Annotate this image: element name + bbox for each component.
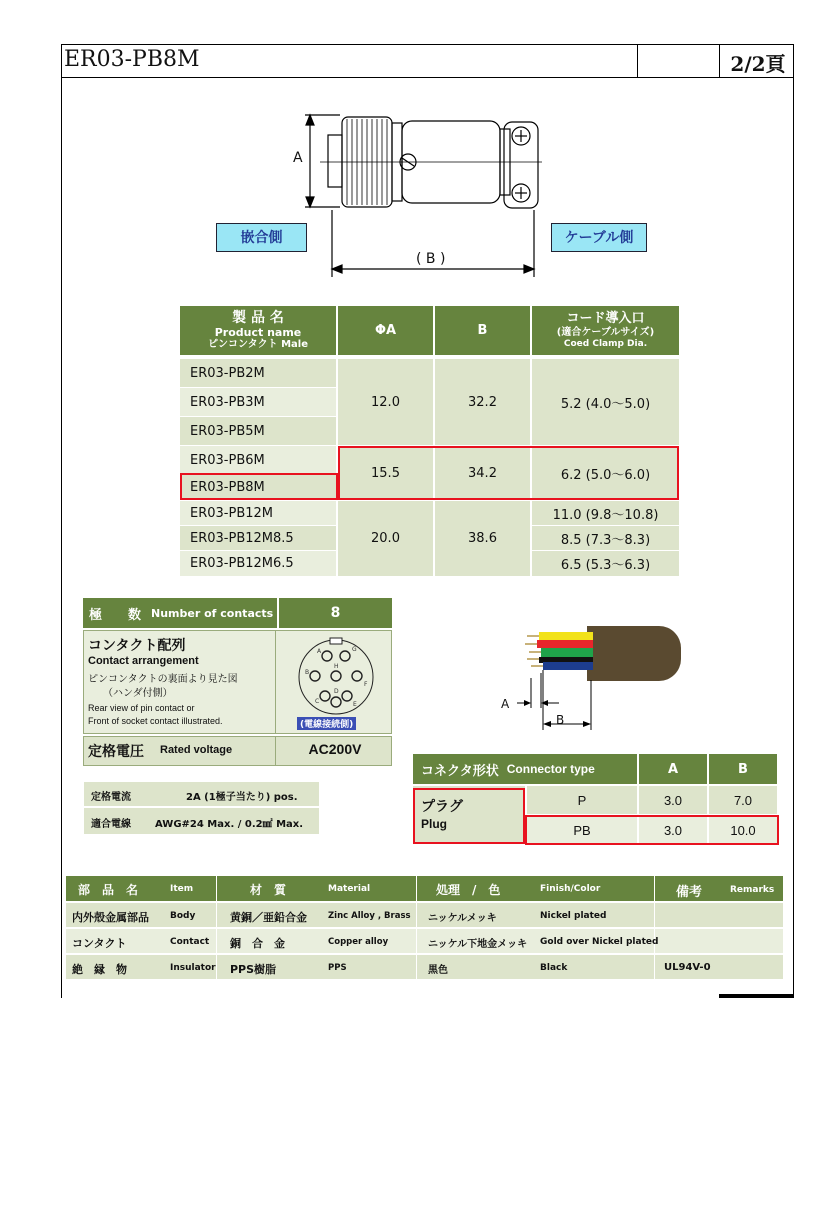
parts-h-mat-jp: 材 質 — [250, 883, 287, 897]
arrangement-caption: (電線接続側) — [297, 717, 356, 730]
header-cord-en: Coed Clamp Dia. — [563, 338, 648, 349]
part-mat-en: PPS — [328, 963, 347, 973]
table-row: ER03-PB5M — [180, 417, 336, 445]
part-mat-jp: 銅 合 金 — [230, 937, 285, 950]
highlight-box — [180, 473, 338, 500]
contacts-table — [83, 598, 393, 838]
table-row: ER03-PB12M6.5 — [180, 551, 336, 576]
pin-label: B — [305, 669, 310, 676]
part-name-en: Contact — [170, 937, 210, 947]
cable-figure — [495, 618, 695, 738]
cord-value: 5.2 (4.0～5.0) — [532, 359, 679, 445]
divider — [66, 927, 783, 928]
part-mat-en: Zinc Alloy , Brass — [328, 911, 411, 921]
part-fin-jp: ニッケルメッキ — [428, 913, 497, 924]
pin-b — [310, 671, 320, 681]
cable-dim-b: B — [556, 713, 565, 727]
wire-value: AWG#24 Max. / 0.2㎟ Max. — [155, 819, 304, 830]
voltage-en: Rated voltage — [160, 744, 233, 756]
parts-h-rem-jp: 備考 — [676, 885, 703, 900]
header-name-en: Product name — [214, 325, 302, 339]
part-fin-en: Black — [540, 963, 568, 973]
pin-label: C — [315, 698, 320, 705]
b-value: 34.2 — [435, 446, 530, 500]
parts-h-fin-jp: 処理 / 色 — [436, 883, 501, 897]
phi-a-value: 15.5 — [338, 446, 433, 500]
pin-layout-diagram — [291, 636, 381, 722]
part-name-en: Insulator — [170, 963, 216, 973]
dim-b-label: ( B ) — [412, 251, 449, 267]
header-phi-a: ΦA — [338, 306, 433, 355]
header-cord-jp: コード導入口 — [566, 311, 645, 327]
arrangement-en: Contact arrangement — [88, 655, 199, 667]
part-fin-en: Nickel plated — [540, 911, 607, 921]
cord-value: 6.2 (5.0～6.0) — [532, 446, 679, 500]
b-value: 38.6 — [435, 501, 530, 576]
pin-label: G — [352, 646, 357, 653]
connector-h-a: A — [639, 754, 707, 784]
header-b: B — [435, 306, 530, 355]
pin-f — [352, 671, 362, 681]
header-name-jp: 製 品 名 — [232, 310, 284, 327]
divider — [216, 876, 217, 980]
part-name-jp: 絶 縁 物 — [72, 963, 127, 976]
pin-label: F — [364, 681, 368, 688]
pin-label: D — [334, 688, 339, 695]
phi-a-value: 12.0 — [338, 359, 433, 445]
product-table — [180, 306, 679, 578]
highlight-box — [413, 788, 525, 844]
arrangement-note: ピンコンタクトの裏面より見た図 — [88, 674, 238, 685]
phi-a-value: 20.0 — [338, 501, 433, 576]
mating-side-label: 嵌合側 — [216, 223, 307, 252]
cord-value: 6.5 (5.3～6.3) — [532, 551, 679, 576]
b-cell: 7.0 — [709, 786, 777, 814]
highlight-box — [525, 815, 779, 845]
table-row: ER03-PB12M8.5 — [180, 526, 336, 550]
arrangement-note: Front of socket contact illustrated. — [88, 716, 223, 726]
poles-jp: 極 数 — [89, 607, 142, 623]
part-fin-jp: 黒色 — [428, 965, 448, 976]
part-mat-jp: 黄銅／亜鉛合金 — [230, 911, 307, 924]
a-cell: 3.0 — [639, 816, 707, 844]
pin-c — [320, 691, 330, 701]
header-divider — [719, 44, 720, 78]
pin-e — [342, 691, 352, 701]
plug-jp: プラグ — [421, 799, 463, 815]
plug-en: Plug — [421, 817, 447, 831]
arrangement-note: （ハンダ付側） — [103, 688, 173, 699]
table-row: ER03-PB2M — [180, 359, 336, 387]
pin-d — [331, 697, 341, 707]
divider — [275, 736, 276, 766]
bottom-rule — [719, 994, 794, 998]
header-divider — [637, 44, 638, 78]
poles-value: 8 — [279, 598, 392, 628]
wire-jp: 適合電線 — [91, 819, 131, 830]
header-name-sub: ピンコンタクト Male — [208, 338, 308, 350]
voltage-value: AC200V — [308, 741, 362, 757]
divider — [66, 953, 783, 954]
parts-h-rem-en: Remarks — [730, 885, 775, 895]
parts-h-item-en: Item — [170, 884, 194, 894]
table-row: ER03-PB12M — [180, 501, 336, 525]
pin-a — [322, 651, 332, 661]
voltage-jp: 定格電圧 — [88, 744, 144, 760]
table-row: ER03-PB6M — [180, 446, 336, 474]
pin-label: E — [353, 701, 357, 708]
cord-value: 11.0 (9.8～10.8) — [532, 501, 679, 525]
divider — [416, 876, 417, 980]
cable-dim-a: A — [501, 697, 510, 711]
divider — [654, 876, 655, 980]
parts-h-item-jp: 部 品 名 — [78, 883, 139, 897]
current-value: 2A (1極子当たり) pos. — [186, 792, 298, 803]
part-fin-jp: ニッケル下地金メッキ — [428, 939, 528, 950]
parts-table — [66, 876, 783, 980]
current-jp: 定格電流 — [91, 792, 131, 803]
type-cell: P — [527, 786, 637, 814]
dim-a-label: A — [293, 150, 303, 166]
connector-table — [413, 754, 779, 846]
b-value: 32.2 — [435, 359, 530, 445]
part-remarks: UL94V-0 — [664, 962, 711, 973]
cable-side-label: ケーブル側 — [551, 223, 647, 252]
page-title: ER03-PB8M — [64, 47, 200, 72]
page-number: 2/2頁 — [730, 52, 786, 76]
highlight-box — [338, 446, 679, 500]
pin-h — [331, 671, 341, 681]
cord-value: 8.5 (7.3～8.3) — [532, 526, 679, 550]
part-name-jp: 内外殻金属部品 — [72, 911, 149, 924]
pin-label: A — [317, 648, 322, 655]
part-mat-en: Copper alloy — [328, 937, 389, 947]
a-cell: 3.0 — [639, 786, 707, 814]
table-row: ER03-PB3M — [180, 388, 336, 416]
divider — [275, 630, 276, 734]
poles-en: Number of contacts — [151, 606, 274, 620]
header-cord-sub: (適合ケーブルサイズ) — [556, 327, 655, 339]
connector-h-b: B — [709, 754, 777, 784]
table-row: ER03-PB8M — [180, 475, 336, 500]
part-name-en: Body — [170, 911, 196, 921]
type-cell: PB — [527, 816, 637, 844]
b-cell: 10.0 — [709, 816, 777, 844]
arrangement-note: Rear view of pin contact or — [88, 703, 195, 713]
part-fin-en: Gold over Nickel plated — [540, 937, 659, 947]
arrangement-jp: コンタクト配列 — [88, 638, 186, 654]
pin-g — [340, 651, 350, 661]
connector-h-en: Connector type — [506, 762, 595, 776]
parts-h-mat-en: Material — [328, 884, 371, 894]
connector-h-jp: コネクタ形状 — [421, 763, 499, 779]
part-mat-jp: PPS樹脂 — [230, 963, 277, 976]
part-name-jp: コンタクト — [72, 937, 127, 950]
parts-h-fin-en: Finish/Color — [540, 884, 601, 894]
pin-label: H — [334, 663, 339, 670]
